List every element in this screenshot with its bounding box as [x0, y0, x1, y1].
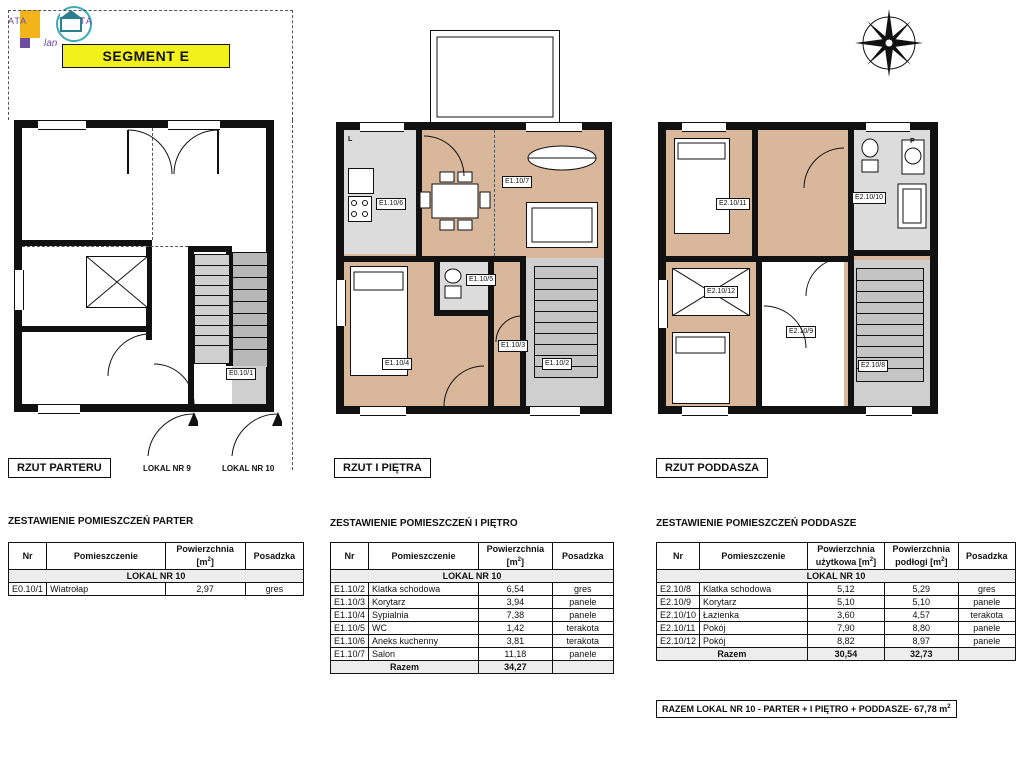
table-sum-row — [331, 661, 614, 674]
cell-area: 1,42 — [479, 622, 553, 635]
cell-nr: E1.10/7 — [331, 648, 369, 661]
plan-caption-pietro: RZUT I PIĘTRA — [334, 458, 431, 478]
th-area: Powierzchnia $[m^2]$ — [165, 543, 245, 570]
cell-nr: E1.10/3 — [331, 596, 369, 609]
cell-floor: panele — [552, 609, 613, 622]
cell-area-usable: 7,90 — [807, 622, 884, 635]
room-tag-E1-10-4: E1.10/4 — [382, 358, 412, 370]
table-group-row: LOKAL NR 10 — [657, 570, 1016, 583]
cell-floor: panele — [958, 635, 1015, 648]
cell-room: Łazienka — [700, 609, 808, 622]
total-summary: RAZEM LOKAL NR 10 - PARTER + I PIĘTRO + PODDASZE- 67,78 $m^2$ — [656, 700, 957, 718]
room-tag-E2-10-11: E2.10/11 — [716, 198, 750, 210]
cell-nr: E2.10/10 — [657, 609, 700, 622]
segment-badge: SEGMENT E — [62, 44, 230, 68]
room-tag-E1-10-6: E1.10/6 — [376, 198, 406, 210]
table-row — [331, 609, 614, 622]
staircase-parter — [194, 254, 230, 364]
th-nr: Nr — [331, 543, 369, 570]
plan-caption-poddasze: RZUT PODDASZA — [656, 458, 768, 478]
floorplan-parter — [8, 10, 293, 450]
cell-sum-value2: 32,73 — [885, 648, 958, 661]
table-row — [657, 622, 1016, 635]
table-row — [657, 596, 1016, 609]
cell-sum-value: 34,27 — [479, 661, 553, 674]
cell-floor: terakota — [958, 609, 1015, 622]
cell-nr: E2.10/8 — [657, 583, 700, 596]
th-floor: Posadzka — [245, 543, 303, 570]
cell-area-usable: 8,82 — [807, 635, 884, 648]
cell-room: Klatka schodowa — [700, 583, 808, 596]
table-row — [331, 622, 614, 635]
cell-nr: E1.10/2 — [331, 583, 369, 596]
cell-nr: E2.10/9 — [657, 596, 700, 609]
cell-floor: terakota — [552, 635, 613, 648]
room-tag-E2-10-8: E2.10/8 — [858, 360, 888, 372]
cell-room: Pokój — [700, 635, 808, 648]
table-title-parter: ZESTAWIENIE POMIESZCZEŃ PARTER — [8, 516, 194, 527]
th-area-floor: Powierzchnia podłogi $[m^2]$ — [885, 543, 958, 570]
cell-sum-label: Razem — [331, 661, 479, 674]
cell-area-usable: 5,10 — [807, 596, 884, 609]
cell-room: Korytarz — [369, 596, 479, 609]
cell-floor: panele — [958, 596, 1015, 609]
plan-label-lokal-9: LOKAL NR 9 — [143, 464, 191, 473]
table-row — [331, 596, 614, 609]
cell-floor: panele — [552, 648, 613, 661]
room-tag-E2-10-10: E2.10/10 — [852, 192, 886, 204]
room-tag-E1-10-2: E1.10/2 — [542, 358, 572, 370]
cell-nr: E2.10/11 — [657, 622, 700, 635]
table-poddasze — [656, 542, 1016, 661]
cell-area-floor: 5,10 — [885, 596, 958, 609]
table-row — [331, 583, 614, 596]
logo-text-right: TA — [80, 16, 93, 26]
cell-area: 6,54 — [479, 583, 553, 596]
cell-sum-empty — [552, 661, 613, 674]
cell-floor: panele — [552, 596, 613, 609]
table-title-poddasze: ZESTAWIENIE POMIESZCZEŃ PODDASZE — [656, 518, 857, 529]
cell-room: Wiatrołap — [47, 583, 165, 596]
table-row — [9, 583, 304, 596]
cell-area: 3,94 — [479, 596, 553, 609]
th-nr: Nr — [9, 543, 47, 570]
table-row — [657, 635, 1016, 648]
plan-label-lokal-10: LOKAL NR 10 — [222, 464, 275, 473]
table-pietro — [330, 542, 614, 674]
cell-room: Pokój — [700, 622, 808, 635]
cell-area-floor: 4,57 — [885, 609, 958, 622]
table-row — [657, 609, 1016, 622]
cell-sum-value: 30,54 — [807, 648, 884, 661]
cell-floor: gres — [245, 583, 303, 596]
cell-area-usable: 3,60 — [807, 609, 884, 622]
cell-room: Klatka schodowa — [369, 583, 479, 596]
logo-text-left: ATA — [8, 16, 28, 26]
cell-area-usable: 5,12 — [807, 583, 884, 596]
table-row — [657, 583, 1016, 596]
th-nr: Nr — [657, 543, 700, 570]
table-row — [331, 635, 614, 648]
cell-floor: gres — [552, 583, 613, 596]
cell-room: WC — [369, 622, 479, 635]
cell-nr: E1.10/5 — [331, 622, 369, 635]
room-tag-E1-10-5: E1.10/5 — [466, 274, 496, 286]
table-row — [331, 648, 614, 661]
th-area: Powierzchnia $[m^2]$ — [479, 543, 553, 570]
room-tag-E1-10-7: E1.10/7 — [502, 176, 532, 188]
room-tag-E1-10-3: E1.10/3 — [498, 340, 528, 352]
table-sum-row — [657, 648, 1016, 661]
cell-nr: E2.10/12 — [657, 635, 700, 648]
table-title-pietro: ZESTAWIENIE POMIESZCZEŃ I PIĘTRO — [330, 518, 518, 529]
cell-floor: panele — [958, 622, 1015, 635]
cell-room: Aneks kuchenny — [369, 635, 479, 648]
th-area-usable: Powierzchnia użytkowa $[m^2]$ — [807, 543, 884, 570]
room-tag-E2-10-12: E2.10/12 — [704, 286, 738, 298]
logo-text-bottom: lan — [44, 38, 58, 49]
th-floor: Posadzka — [552, 543, 613, 570]
table-parter — [8, 542, 304, 596]
room-tag-E0-10-1: E0.10/1 — [226, 368, 256, 380]
th-room: Pomieszczenie — [700, 543, 808, 570]
table-group-row: LOKAL NR 10 — [9, 570, 304, 583]
th-room: Pomieszczenie — [369, 543, 479, 570]
plan-tag-P: P — [910, 138, 915, 145]
cell-area-floor: 8,97 — [885, 635, 958, 648]
th-floor: Posadzka — [958, 543, 1015, 570]
cell-floor: gres — [958, 583, 1015, 596]
cell-area-floor: 8,80 — [885, 622, 958, 635]
cell-room: Korytarz — [700, 596, 808, 609]
floorplan-poddasze — [652, 10, 946, 450]
cell-room: Salon — [369, 648, 479, 661]
cell-area: 11,18 — [479, 648, 553, 661]
th-room: Pomieszczenie — [47, 543, 165, 570]
cell-area-floor: 5,29 — [885, 583, 958, 596]
cell-sum-label: Razem — [657, 648, 808, 661]
cell-sum-empty — [958, 648, 1015, 661]
cell-floor: terakota — [552, 622, 613, 635]
cell-area: 3,81 — [479, 635, 553, 648]
cell-nr: E0.10/1 — [9, 583, 47, 596]
floorplan-pietro — [330, 10, 620, 450]
cell-area: 2,97 — [165, 583, 245, 596]
cell-room: Sypialnia — [369, 609, 479, 622]
table-group-row: LOKAL NR 10 — [331, 570, 614, 583]
cell-nr: E1.10/4 — [331, 609, 369, 622]
plan-tag-L: L — [348, 136, 353, 143]
plan-caption-parter: RZUT PARTERU — [8, 458, 111, 478]
cell-nr: E1.10/6 — [331, 635, 369, 648]
cell-area: 7,38 — [479, 609, 553, 622]
room-tag-E2-10-9: E2.10/9 — [786, 326, 816, 338]
